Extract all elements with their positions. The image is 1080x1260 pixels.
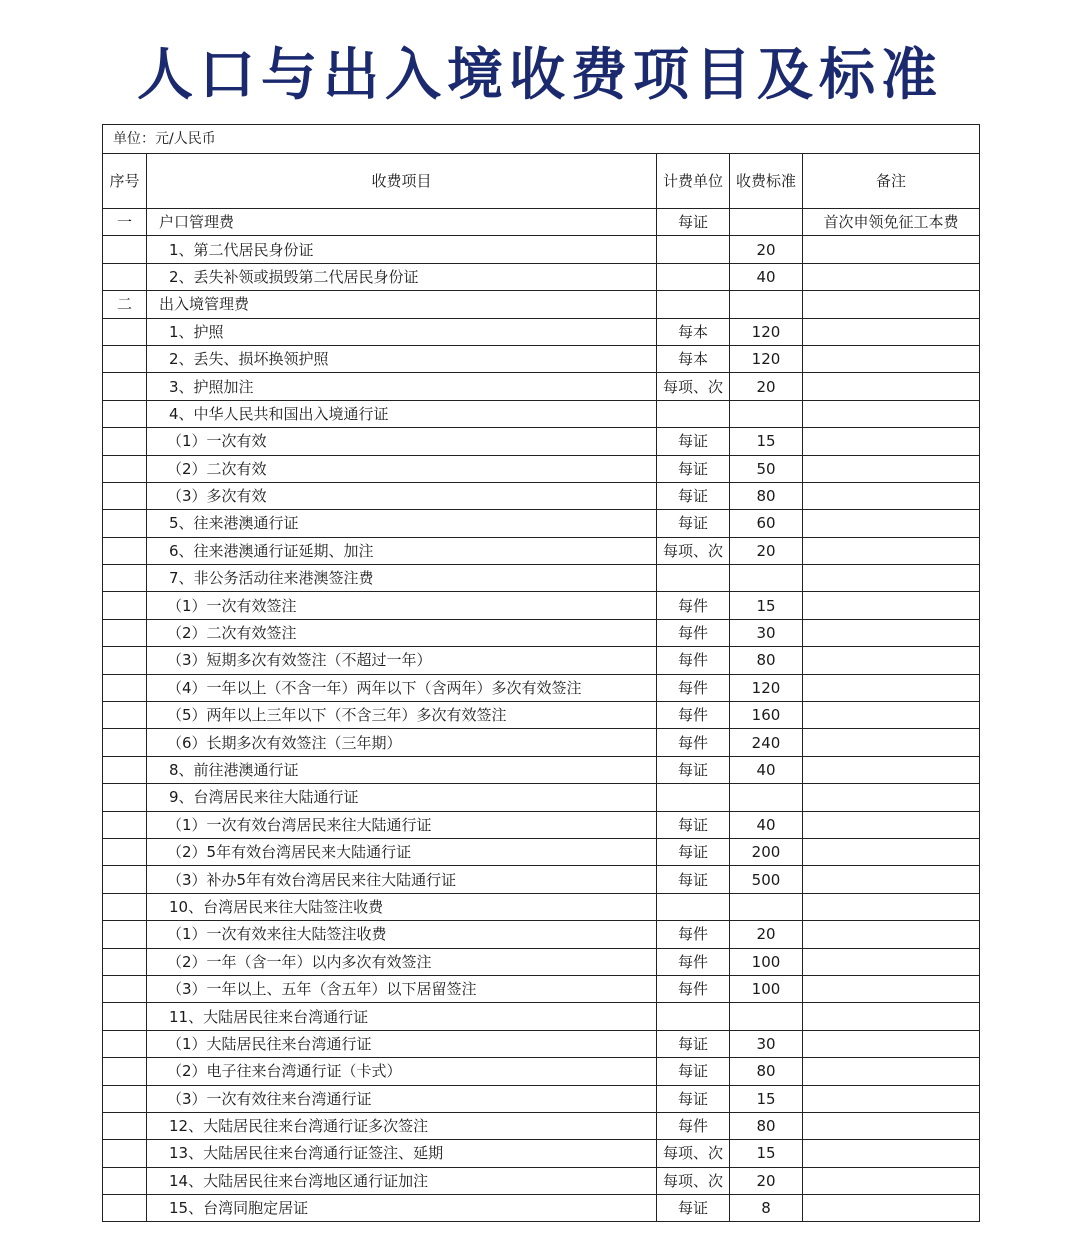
cell-unit: 每证	[657, 1195, 730, 1222]
table-row	[103, 702, 980, 729]
cell-note	[803, 565, 980, 592]
cell-fee: 120	[730, 674, 803, 701]
cell-item: 2、丢失、损坏换领护照	[147, 345, 657, 372]
cell-no	[103, 1085, 147, 1112]
cell-unit: 每件	[657, 647, 730, 674]
cell-item: （6）长期多次有效签注（三年期）	[147, 729, 657, 756]
cell-item: 1、第二代居民身份证	[147, 236, 657, 263]
cell-note	[803, 373, 980, 400]
cell-item: （2）电子往来台湾通行证（卡式）	[147, 1058, 657, 1085]
cell-unit: 每件	[657, 975, 730, 1002]
cell-unit: 每项、次	[657, 1167, 730, 1194]
cell-item: 11、大陆居民往来台湾通行证	[147, 1003, 657, 1030]
cell-note	[803, 756, 980, 783]
cell-note	[803, 510, 980, 537]
cell-no	[103, 373, 147, 400]
table-row	[103, 893, 980, 920]
cell-no	[103, 537, 147, 564]
cell-note	[803, 291, 980, 318]
cell-unit: 每证	[657, 1085, 730, 1112]
cell-note	[803, 893, 980, 920]
cell-item: 6、往来港澳通行证延期、加注	[147, 537, 657, 564]
cell-note	[803, 1112, 980, 1139]
table-row	[103, 291, 980, 318]
cell-no	[103, 1195, 147, 1222]
table-row	[103, 811, 980, 838]
table-row	[103, 674, 980, 701]
cell-unit	[657, 400, 730, 427]
cell-item: 3、护照加注	[147, 373, 657, 400]
cell-no	[103, 702, 147, 729]
cell-item: 4、中华人民共和国出入境通行证	[147, 400, 657, 427]
header-fee: 收费标准	[730, 154, 803, 209]
cell-fee: 15	[730, 428, 803, 455]
cell-item: （2）一年（含一年）以内多次有效签注	[147, 948, 657, 975]
cell-item: 1、护照	[147, 318, 657, 345]
cell-fee: 20	[730, 537, 803, 564]
cell-note	[803, 948, 980, 975]
cell-unit: 每项、次	[657, 373, 730, 400]
table-row	[103, 236, 980, 263]
cell-fee: 100	[730, 975, 803, 1002]
table-row	[103, 345, 980, 372]
cell-note	[803, 482, 980, 509]
cell-no: 一	[103, 209, 147, 236]
cell-no	[103, 756, 147, 783]
cell-fee: 40	[730, 811, 803, 838]
cell-no	[103, 236, 147, 263]
cell-unit	[657, 1003, 730, 1030]
cell-unit: 每件	[657, 948, 730, 975]
cell-note	[803, 236, 980, 263]
table-row	[103, 866, 980, 893]
cell-fee: 30	[730, 619, 803, 646]
table-row	[103, 1112, 980, 1139]
cell-item: （1）大陆居民往来台湾通行证	[147, 1030, 657, 1057]
cell-note	[803, 537, 980, 564]
table-row	[103, 1003, 980, 1030]
cell-unit	[657, 784, 730, 811]
cell-item: 14、大陆居民往来台湾地区通行证加注	[147, 1167, 657, 1194]
table-row	[103, 455, 980, 482]
cell-note: 首次申领免征工本费	[803, 209, 980, 236]
table-row	[103, 619, 980, 646]
cell-fee: 80	[730, 1112, 803, 1139]
cell-unit	[657, 893, 730, 920]
cell-note	[803, 1085, 980, 1112]
cell-note	[803, 592, 980, 619]
cell-note	[803, 811, 980, 838]
cell-no	[103, 811, 147, 838]
cell-no	[103, 482, 147, 509]
cell-no	[103, 1140, 147, 1167]
cell-item: （2）二次有效	[147, 455, 657, 482]
cell-fee	[730, 784, 803, 811]
cell-fee: 50	[730, 455, 803, 482]
cell-fee: 40	[730, 263, 803, 290]
cell-fee: 20	[730, 236, 803, 263]
cell-unit: 每证	[657, 1058, 730, 1085]
page-title: 人口与出入境收费项目及标准	[137, 43, 943, 108]
cell-item: 7、非公务活动往来港澳签注费	[147, 565, 657, 592]
cell-no: 二	[103, 291, 147, 318]
cell-fee	[730, 291, 803, 318]
cell-fee: 60	[730, 510, 803, 537]
cell-item: （3）短期多次有效签注（不超过一年）	[147, 647, 657, 674]
unit-note: 单位：元/人民币	[103, 125, 980, 154]
cell-item: （2）二次有效签注	[147, 619, 657, 646]
table-row	[103, 482, 980, 509]
table-row	[103, 263, 980, 290]
cell-fee: 240	[730, 729, 803, 756]
cell-fee: 15	[730, 1140, 803, 1167]
cell-fee: 8	[730, 1195, 803, 1222]
table-row	[103, 921, 980, 948]
table-row	[103, 1167, 980, 1194]
table-row	[103, 756, 980, 783]
cell-unit: 每件	[657, 1112, 730, 1139]
cell-item: 出入境管理费	[147, 291, 657, 318]
table-row	[103, 400, 980, 427]
cell-note	[803, 647, 980, 674]
cell-note	[803, 729, 980, 756]
cell-note	[803, 428, 980, 455]
cell-no	[103, 1167, 147, 1194]
cell-note	[803, 866, 980, 893]
cell-no	[103, 729, 147, 756]
cell-unit: 每证	[657, 1030, 730, 1057]
cell-item: 2、丢失补领或损毁第二代居民身份证	[147, 263, 657, 290]
cell-no	[103, 318, 147, 345]
table-row	[103, 318, 980, 345]
cell-note	[803, 702, 980, 729]
cell-item: （3）一次有效往来台湾通行证	[147, 1085, 657, 1112]
cell-unit: 每证	[657, 482, 730, 509]
cell-fee: 20	[730, 921, 803, 948]
table-row	[103, 1058, 980, 1085]
table-row	[103, 537, 980, 564]
cell-note	[803, 1140, 980, 1167]
cell-unit: 每件	[657, 921, 730, 948]
cell-note	[803, 455, 980, 482]
table-row	[103, 838, 980, 865]
cell-note	[803, 619, 980, 646]
cell-note	[803, 1030, 980, 1057]
cell-fee: 120	[730, 318, 803, 345]
cell-note	[803, 921, 980, 948]
cell-fee	[730, 565, 803, 592]
cell-no	[103, 975, 147, 1002]
cell-unit	[657, 565, 730, 592]
cell-no	[103, 674, 147, 701]
cell-no	[103, 647, 147, 674]
cell-item: 8、前往港澳通行证	[147, 756, 657, 783]
table-row	[103, 975, 980, 1002]
cell-no	[103, 345, 147, 372]
cell-fee: 160	[730, 702, 803, 729]
cell-no	[103, 592, 147, 619]
table-row	[103, 948, 980, 975]
cell-note	[803, 784, 980, 811]
cell-no	[103, 619, 147, 646]
cell-note	[803, 838, 980, 865]
cell-fee: 15	[730, 592, 803, 619]
cell-unit: 每证	[657, 428, 730, 455]
cell-item: 10、台湾居民来往大陆签注收费	[147, 893, 657, 920]
header-row	[103, 154, 980, 209]
cell-item: （3）一年以上、五年（含五年）以下居留签注	[147, 975, 657, 1002]
cell-unit	[657, 263, 730, 290]
cell-item: 9、台湾居民来往大陆通行证	[147, 784, 657, 811]
cell-unit: 每件	[657, 592, 730, 619]
cell-unit: 每件	[657, 619, 730, 646]
cell-item: （1）一次有效台湾居民来往大陆通行证	[147, 811, 657, 838]
cell-fee: 80	[730, 1058, 803, 1085]
cell-note	[803, 318, 980, 345]
cell-no	[103, 866, 147, 893]
table-row	[103, 1030, 980, 1057]
cell-fee	[730, 400, 803, 427]
cell-item: 户口管理费	[147, 209, 657, 236]
cell-item: （1）一次有效签注	[147, 592, 657, 619]
cell-unit: 每证	[657, 866, 730, 893]
unit-row	[103, 125, 980, 154]
cell-unit: 每证	[657, 455, 730, 482]
cell-no	[103, 1112, 147, 1139]
cell-unit	[657, 291, 730, 318]
cell-item: 12、大陆居民往来台湾通行证多次签注	[147, 1112, 657, 1139]
cell-note	[803, 263, 980, 290]
cell-note	[803, 674, 980, 701]
cell-item: 5、往来港澳通行证	[147, 510, 657, 537]
cell-no	[103, 1030, 147, 1057]
cell-note	[803, 1195, 980, 1222]
cell-no	[103, 784, 147, 811]
cell-no	[103, 921, 147, 948]
cell-unit: 每件	[657, 702, 730, 729]
cell-no	[103, 1003, 147, 1030]
table-row	[103, 592, 980, 619]
cell-unit	[657, 236, 730, 263]
cell-no	[103, 838, 147, 865]
header-no: 序号	[103, 154, 147, 209]
cell-fee: 100	[730, 948, 803, 975]
cell-fee	[730, 209, 803, 236]
header-unit: 计费单位	[657, 154, 730, 209]
cell-no	[103, 400, 147, 427]
cell-unit: 每项、次	[657, 537, 730, 564]
table-row	[103, 428, 980, 455]
cell-no	[103, 428, 147, 455]
cell-note	[803, 1058, 980, 1085]
table-row	[103, 373, 980, 400]
cell-unit: 每证	[657, 838, 730, 865]
cell-fee: 200	[730, 838, 803, 865]
cell-note	[803, 400, 980, 427]
table-row	[103, 729, 980, 756]
cell-fee: 80	[730, 647, 803, 674]
cell-item: （1）一次有效来往大陆签注收费	[147, 921, 657, 948]
cell-item: （4）一年以上（不含一年）两年以下（含两年）多次有效签注	[147, 674, 657, 701]
cell-unit: 每证	[657, 811, 730, 838]
cell-unit: 每证	[657, 756, 730, 783]
cell-no	[103, 565, 147, 592]
cell-unit: 每项、次	[657, 1140, 730, 1167]
cell-note	[803, 1167, 980, 1194]
table-row	[103, 1140, 980, 1167]
cell-note	[803, 975, 980, 1002]
cell-fee: 120	[730, 345, 803, 372]
cell-fee: 20	[730, 373, 803, 400]
cell-fee: 15	[730, 1085, 803, 1112]
cell-unit: 每本	[657, 318, 730, 345]
cell-unit: 每件	[657, 729, 730, 756]
cell-unit: 每证	[657, 510, 730, 537]
cell-unit: 每证	[657, 209, 730, 236]
cell-no	[103, 263, 147, 290]
cell-note	[803, 1003, 980, 1030]
cell-unit: 每件	[657, 674, 730, 701]
table-row	[103, 784, 980, 811]
cell-fee: 80	[730, 482, 803, 509]
cell-fee: 500	[730, 866, 803, 893]
cell-note	[803, 345, 980, 372]
cell-fee: 30	[730, 1030, 803, 1057]
table-row	[103, 565, 980, 592]
cell-no	[103, 893, 147, 920]
table-row	[103, 647, 980, 674]
cell-fee: 40	[730, 756, 803, 783]
header-note: 备注	[803, 154, 980, 209]
cell-fee	[730, 1003, 803, 1030]
table-row	[103, 1085, 980, 1112]
cell-no	[103, 1058, 147, 1085]
cell-item: （2）5年有效台湾居民来大陆通行证	[147, 838, 657, 865]
table-row	[103, 1195, 980, 1222]
cell-item: 15、台湾同胞定居证	[147, 1195, 657, 1222]
cell-item: 13、大陆居民往来台湾通行证签注、延期	[147, 1140, 657, 1167]
fee-table	[102, 124, 980, 1222]
table-row	[103, 510, 980, 537]
header-item: 收费项目	[147, 154, 657, 209]
cell-fee: 20	[730, 1167, 803, 1194]
cell-item: （3）多次有效	[147, 482, 657, 509]
cell-unit: 每本	[657, 345, 730, 372]
cell-item: （3）补办5年有效台湾居民来往大陆通行证	[147, 866, 657, 893]
cell-no	[103, 510, 147, 537]
table-row	[103, 209, 980, 236]
cell-no	[103, 948, 147, 975]
cell-no	[103, 455, 147, 482]
cell-item: （1）一次有效	[147, 428, 657, 455]
cell-fee	[730, 893, 803, 920]
cell-item: （5）两年以上三年以下（不含三年）多次有效签注	[147, 702, 657, 729]
